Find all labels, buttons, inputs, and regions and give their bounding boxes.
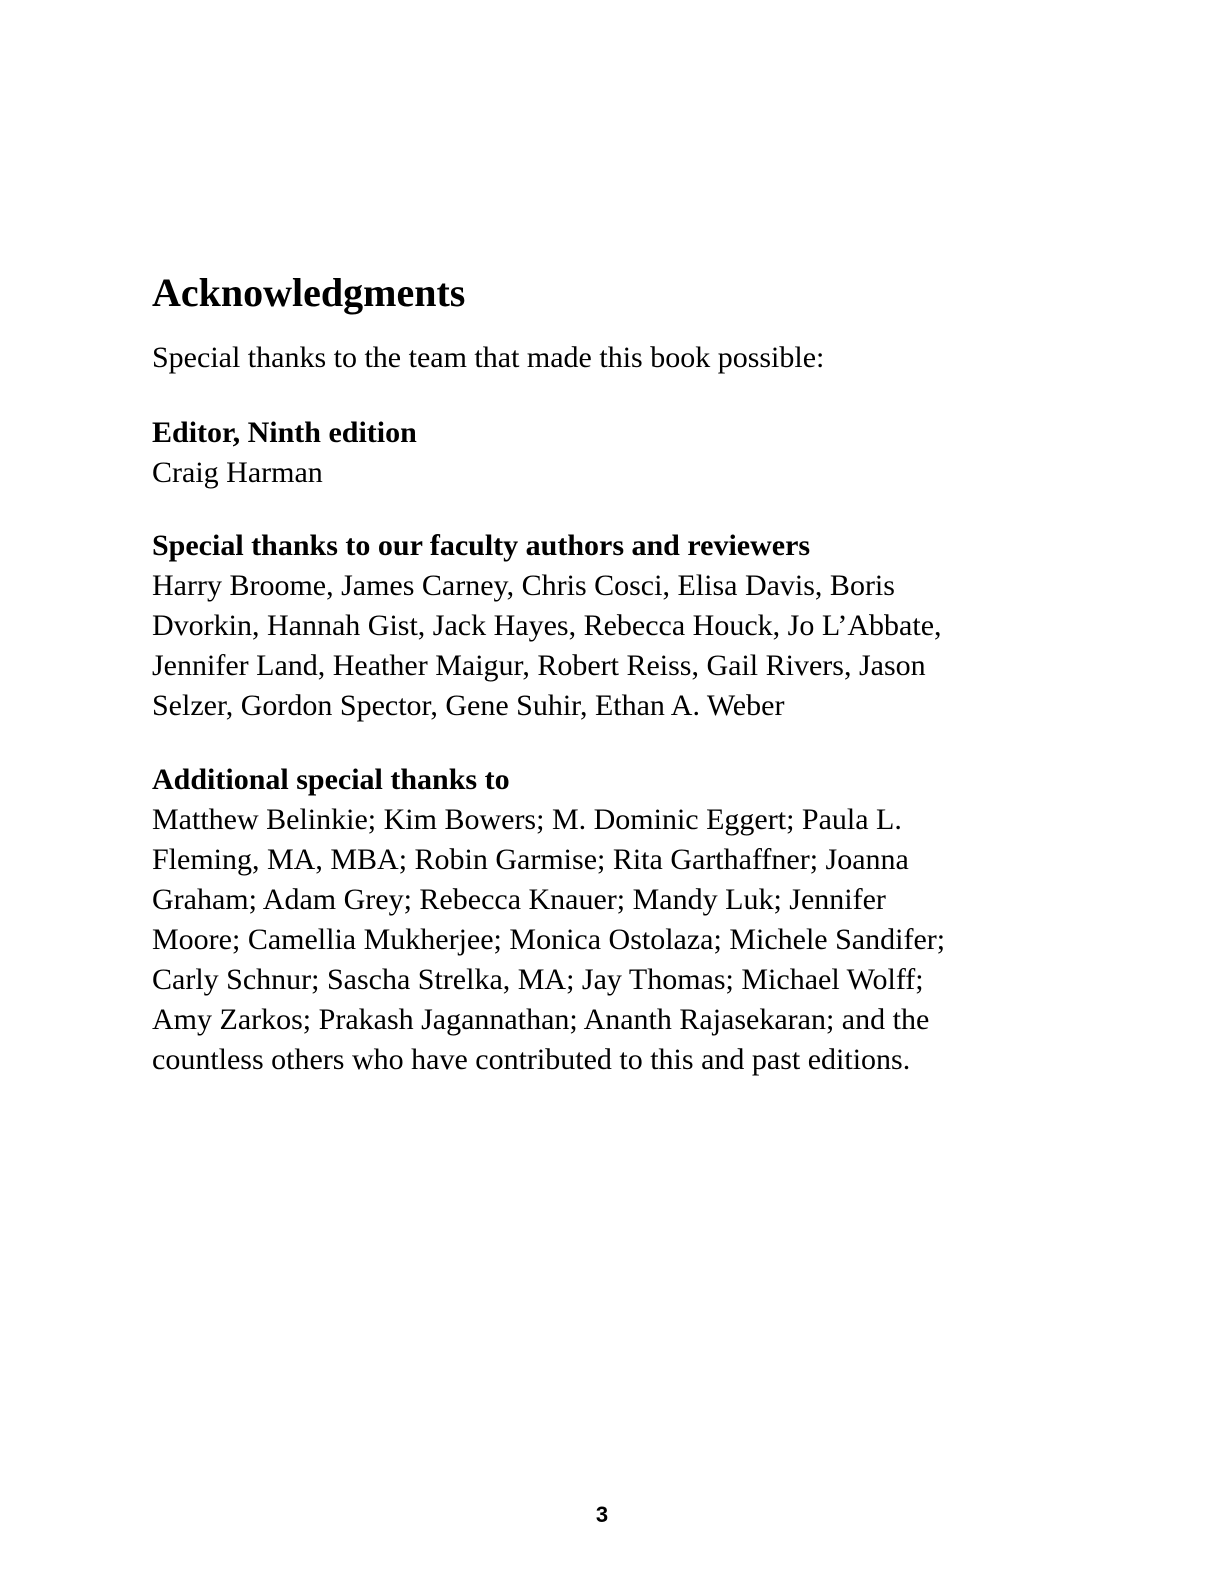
- section-line: Fleming, MA, MBA; Robin Garmise; Rita Garthaffner; Joanna: [152, 843, 909, 876]
- section-heading: Special thanks to our faculty authors and reviewers: [152, 529, 811, 562]
- section-heading: Additional special thanks to: [152, 763, 510, 796]
- section-line: Moore; Camellia Mukherjee; Monica Ostolaza; Michele Sandifer;: [152, 923, 946, 956]
- section-line: Amy Zarkos; Prakash Jagannathan; Ananth Rajasekaran; and the: [152, 1003, 930, 1036]
- section-heading: Editor, Ninth edition: [152, 416, 417, 449]
- section-faculty: [152, 526, 1072, 726]
- section-line: Graham; Adam Grey; Rebecca Knauer; Mandy Luk; Jennifer: [152, 883, 886, 916]
- section-additional: [152, 760, 1072, 1080]
- page-title: Acknowledgments: [152, 270, 466, 315]
- section-editor: [152, 413, 1072, 493]
- page-number: 3: [595, 1502, 609, 1527]
- intro-paragraph: [152, 338, 1072, 378]
- section-line: Matthew Belinkie; Kim Bowers; M. Dominic Eggert; Paula L.: [152, 803, 902, 836]
- section-line: Jennifer Land, Heather Maigur, Robert Reiss, Gail Rivers, Jason: [152, 649, 926, 682]
- section-line: Harry Broome, James Carney, Chris Cosci, Elisa Davis, Boris: [152, 569, 895, 602]
- section-line: Dvorkin, Hannah Gist, Jack Hayes, Rebecca Houck, Jo L’Abbate,: [152, 609, 942, 642]
- section-line: countless others who have contributed to this and past editions.: [152, 1043, 911, 1076]
- section-line: Craig Harman: [152, 456, 323, 489]
- section-line: Carly Schnur; Sascha Strelka, MA; Jay Thomas; Michael Wolff;: [152, 963, 924, 996]
- section-line: Selzer, Gordon Spector, Gene Suhir, Ethan A. Weber: [152, 689, 785, 722]
- intro-text: Special thanks to the team that made this book possible:: [152, 341, 825, 374]
